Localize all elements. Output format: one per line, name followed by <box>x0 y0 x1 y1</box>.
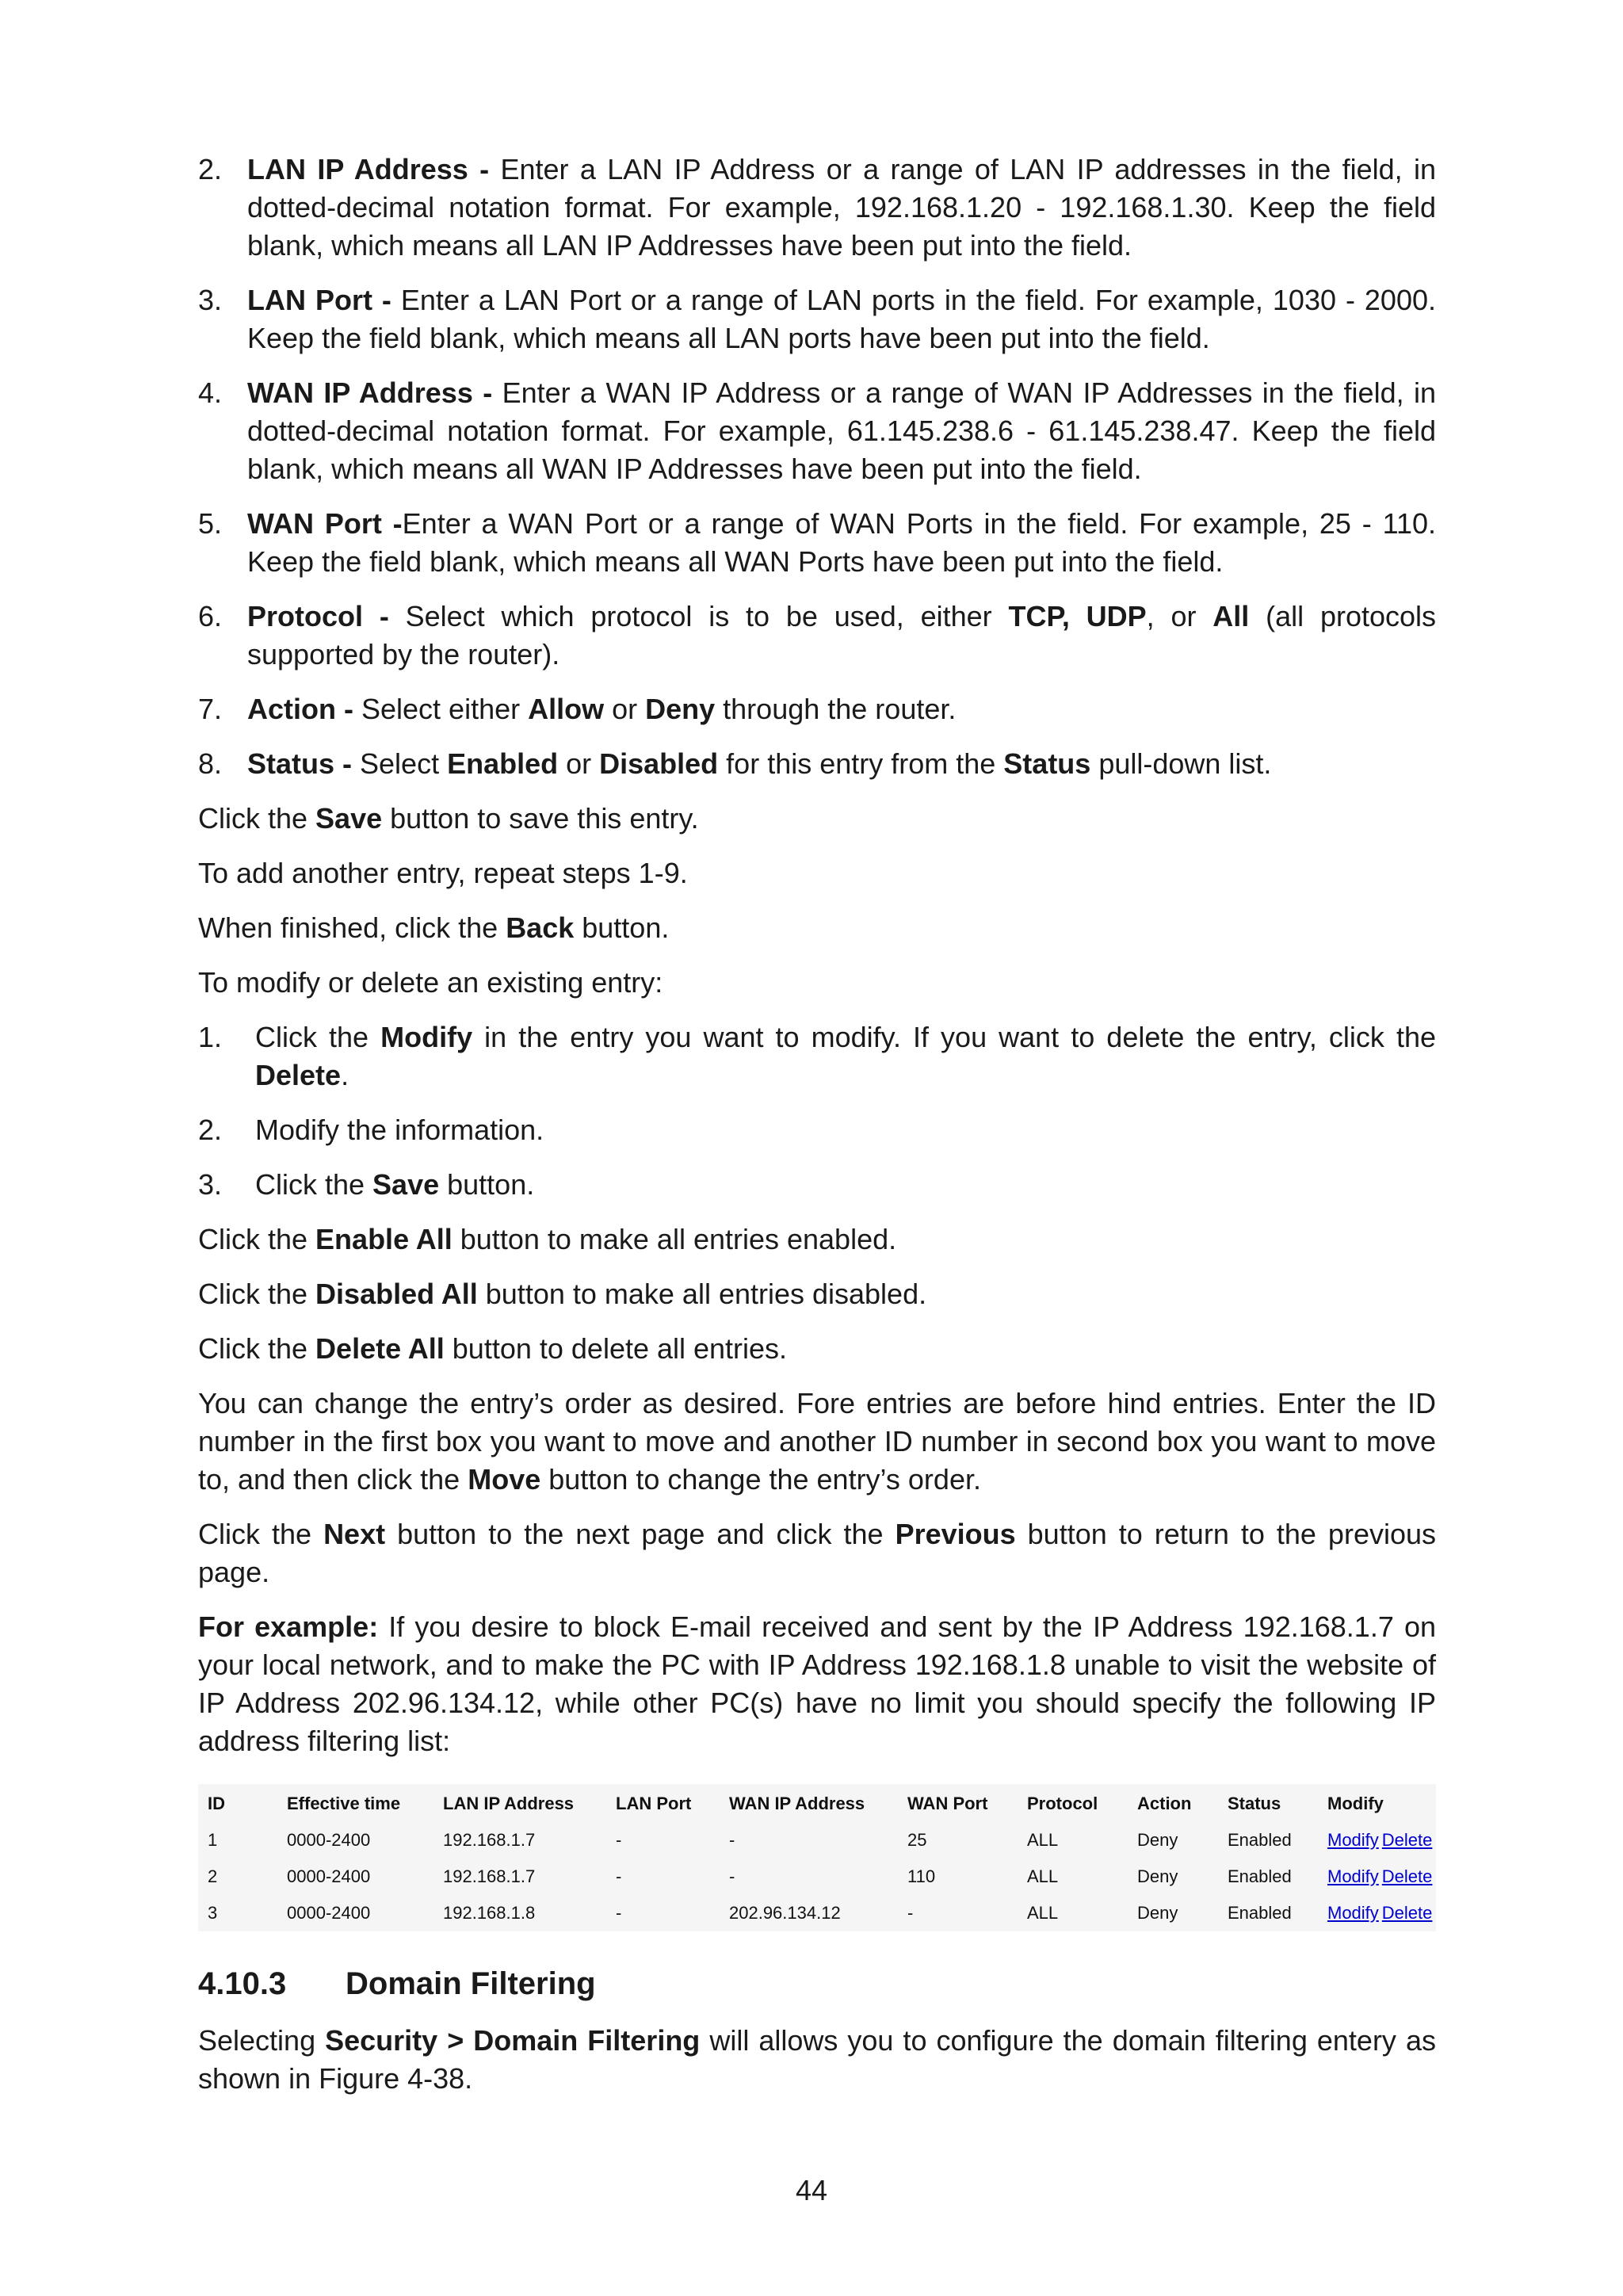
table-cell: 1 <box>208 1830 218 1850</box>
table-cell: 202.96.134.12 <box>729 1903 841 1923</box>
modify-step-item <box>198 1018 1436 1095</box>
delete-all-instruction: Click the Delete All button to delete all entries. <box>198 1332 788 1365</box>
step-number: 2. <box>198 153 223 185</box>
step-text: Status - Select Enabled or Disabled for this entry from the Status pull-down list. <box>247 747 1272 780</box>
step-item <box>198 505 1436 581</box>
navigation-paragraph: Click the Next button to the next page and click the Previous button to return to the previous page. <box>198 1518 1437 1588</box>
table-cell: Enabled <box>1228 1903 1292 1923</box>
step-text: Click the Save button. <box>255 1168 535 1201</box>
column-header: Protocol <box>1027 1794 1098 1813</box>
table-row <box>198 1859 1436 1895</box>
repeat-instruction: To add another entry, repeat steps 1-9. <box>198 857 688 889</box>
section-number: 4.10.3 <box>198 1966 287 2001</box>
table-cell: 0000-2400 <box>287 1903 371 1923</box>
table-cell: - <box>616 1903 622 1923</box>
column-header: LAN IP Address <box>443 1794 575 1813</box>
save-instruction: Click the Save button to save this entry. <box>198 802 699 835</box>
step-number: 4. <box>198 376 223 409</box>
step-item-action <box>198 690 1436 728</box>
table-cell: ALL <box>1027 1830 1059 1850</box>
step-item <box>198 281 1436 357</box>
table-cell: - <box>907 1903 914 1923</box>
table-cell: Deny <box>1137 1830 1178 1850</box>
step-text: Modify the information. <box>255 1114 544 1146</box>
table-cell: 2 <box>208 1866 218 1886</box>
step-number: 6. <box>198 600 223 632</box>
table-cell: 25 <box>907 1830 927 1850</box>
step-number: 3. <box>198 284 223 316</box>
table-cell: Enabled <box>1228 1830 1292 1850</box>
step-list-continued <box>198 151 1436 783</box>
delete-link[interactable]: Delete <box>1381 1903 1433 1923</box>
enable-all-instruction: Click the Enable All button to make all entries enabled. <box>198 1223 897 1255</box>
order-paragraph: You can change the entry’s order as desired. Fore entries are before hind entries. Enter the ID number in the first box you want to move and another ID number in second box you want to move to, and then click the Move button to change the entry’s order. <box>198 1387 1436 1496</box>
table-row <box>198 1822 1436 1859</box>
section-paragraph: Selecting Security > Domain Filtering will allows you to configure the domain filtering entery as shown in Figure 4-38. <box>198 2024 1436 2095</box>
modify-cell <box>1318 1895 1436 1931</box>
table-cell: 0000-2400 <box>287 1830 371 1850</box>
table-cell: ALL <box>1027 1866 1059 1886</box>
step-number: 5. <box>198 507 223 540</box>
column-header: Effective time <box>287 1794 401 1813</box>
table-cell: 192.168.1.7 <box>443 1866 536 1886</box>
modify-link[interactable]: Modify <box>1327 1830 1379 1850</box>
table-cell: 3 <box>208 1903 218 1923</box>
column-header: WAN IP Address <box>729 1794 865 1813</box>
modify-cell <box>1318 1859 1436 1895</box>
example-paragraph: For example: If you desire to block E-mail received and sent by the IP Address 192.168.1.7 on your local network, and to make the PC with IP Address 192.168.1.8 unable to visit the website of IP Address 202.96.134.12, while other PC(s) have no limit you should specify the following IP address filtering list: <box>198 1610 1436 1757</box>
table-cell: Deny <box>1137 1903 1178 1923</box>
column-header: ID <box>208 1794 225 1813</box>
page-number: 44 <box>795 2174 828 2206</box>
column-header: Status <box>1228 1794 1281 1813</box>
step-item-status <box>198 745 1436 783</box>
step-number: 1. <box>198 1021 223 1053</box>
table-cell: 192.168.1.7 <box>443 1830 536 1850</box>
table-cell: - <box>729 1866 735 1886</box>
ip-filtering-table <box>198 1784 1436 1931</box>
step-text: LAN IP Address - Enter a LAN IP Address or a range of LAN IP addresses in the field, in dotted-decimal notation format. For example, 192.168.1.20 - 192.168.1.30. Keep the field blank, which means all LAN IP Addresses have been put into the field. <box>247 153 1436 262</box>
step-text: WAN Port -Enter a WAN Port or a range of WAN Ports in the field. For example, 25 - 110. Keep the field blank, which means all WAN Ports have been put into the field. <box>247 507 1437 578</box>
table-cell: Deny <box>1137 1866 1178 1886</box>
step-number: 8. <box>198 747 223 780</box>
step-text: LAN Port - Enter a LAN Port or a range of LAN ports in the field. For example, 1030 - 2000. Keep the field blank, which means all LAN ports have been put into the field. <box>247 284 1436 354</box>
section-title: Domain Filtering <box>346 1966 596 2001</box>
step-item-protocol <box>198 598 1436 674</box>
table-row <box>198 1895 1436 1931</box>
modify-step-list <box>198 1018 1436 1204</box>
step-text: Action - Select either Allow or Deny through the router. <box>247 693 957 725</box>
table-cell: 110 <box>907 1866 936 1886</box>
table-cell: - <box>616 1830 622 1850</box>
column-header: LAN Port <box>616 1794 692 1813</box>
step-text: Click the Modify in the entry you want to modify. If you want to delete the entry, click the Delete. <box>255 1021 1436 1091</box>
page-content <box>198 151 1436 2098</box>
section-heading <box>198 1962 1436 2006</box>
modify-link[interactable]: Modify <box>1327 1866 1379 1886</box>
table-cell: ALL <box>1027 1903 1059 1923</box>
table-cell: - <box>729 1830 735 1850</box>
column-header: Modify <box>1327 1794 1384 1813</box>
table-header-row <box>198 1784 1436 1822</box>
delete-link[interactable]: Delete <box>1381 1866 1433 1886</box>
modify-step-item <box>198 1166 1436 1204</box>
column-header: Action <box>1137 1794 1192 1813</box>
disabled-all-instruction: Click the Disabled All button to make all entries disabled. <box>198 1278 927 1310</box>
step-number: 2. <box>198 1114 223 1146</box>
table-cell: - <box>616 1866 622 1886</box>
modify-link[interactable]: Modify <box>1327 1903 1379 1923</box>
step-text: WAN IP Address - Enter a WAN IP Address or a range of WAN IP Addresses in the field, in dotted-decimal notation format. For example, 61.145.238.6 - 61.145.238.47. Keep the field blank, which means all WAN IP Addresses have been put into the field. <box>247 376 1437 485</box>
modify-step-item <box>198 1111 1436 1149</box>
step-item <box>198 374 1436 488</box>
modify-intro: To modify or delete an existing entry: <box>198 966 663 999</box>
delete-link[interactable]: Delete <box>1381 1830 1433 1850</box>
modify-cell <box>1318 1822 1436 1859</box>
table-cell: 0000-2400 <box>287 1866 371 1886</box>
step-text: Protocol - Select which protocol is to be used, either TCP, UDP, or All (all protocols supported by the router). <box>247 600 1437 670</box>
step-number: 3. <box>198 1168 223 1201</box>
step-number: 7. <box>198 693 223 725</box>
table-cell: Enabled <box>1228 1866 1292 1886</box>
column-header: WAN Port <box>907 1794 988 1813</box>
table-cell: 192.168.1.8 <box>443 1903 536 1923</box>
step-item <box>198 151 1436 265</box>
back-instruction: When finished, click the Back button. <box>198 911 670 944</box>
